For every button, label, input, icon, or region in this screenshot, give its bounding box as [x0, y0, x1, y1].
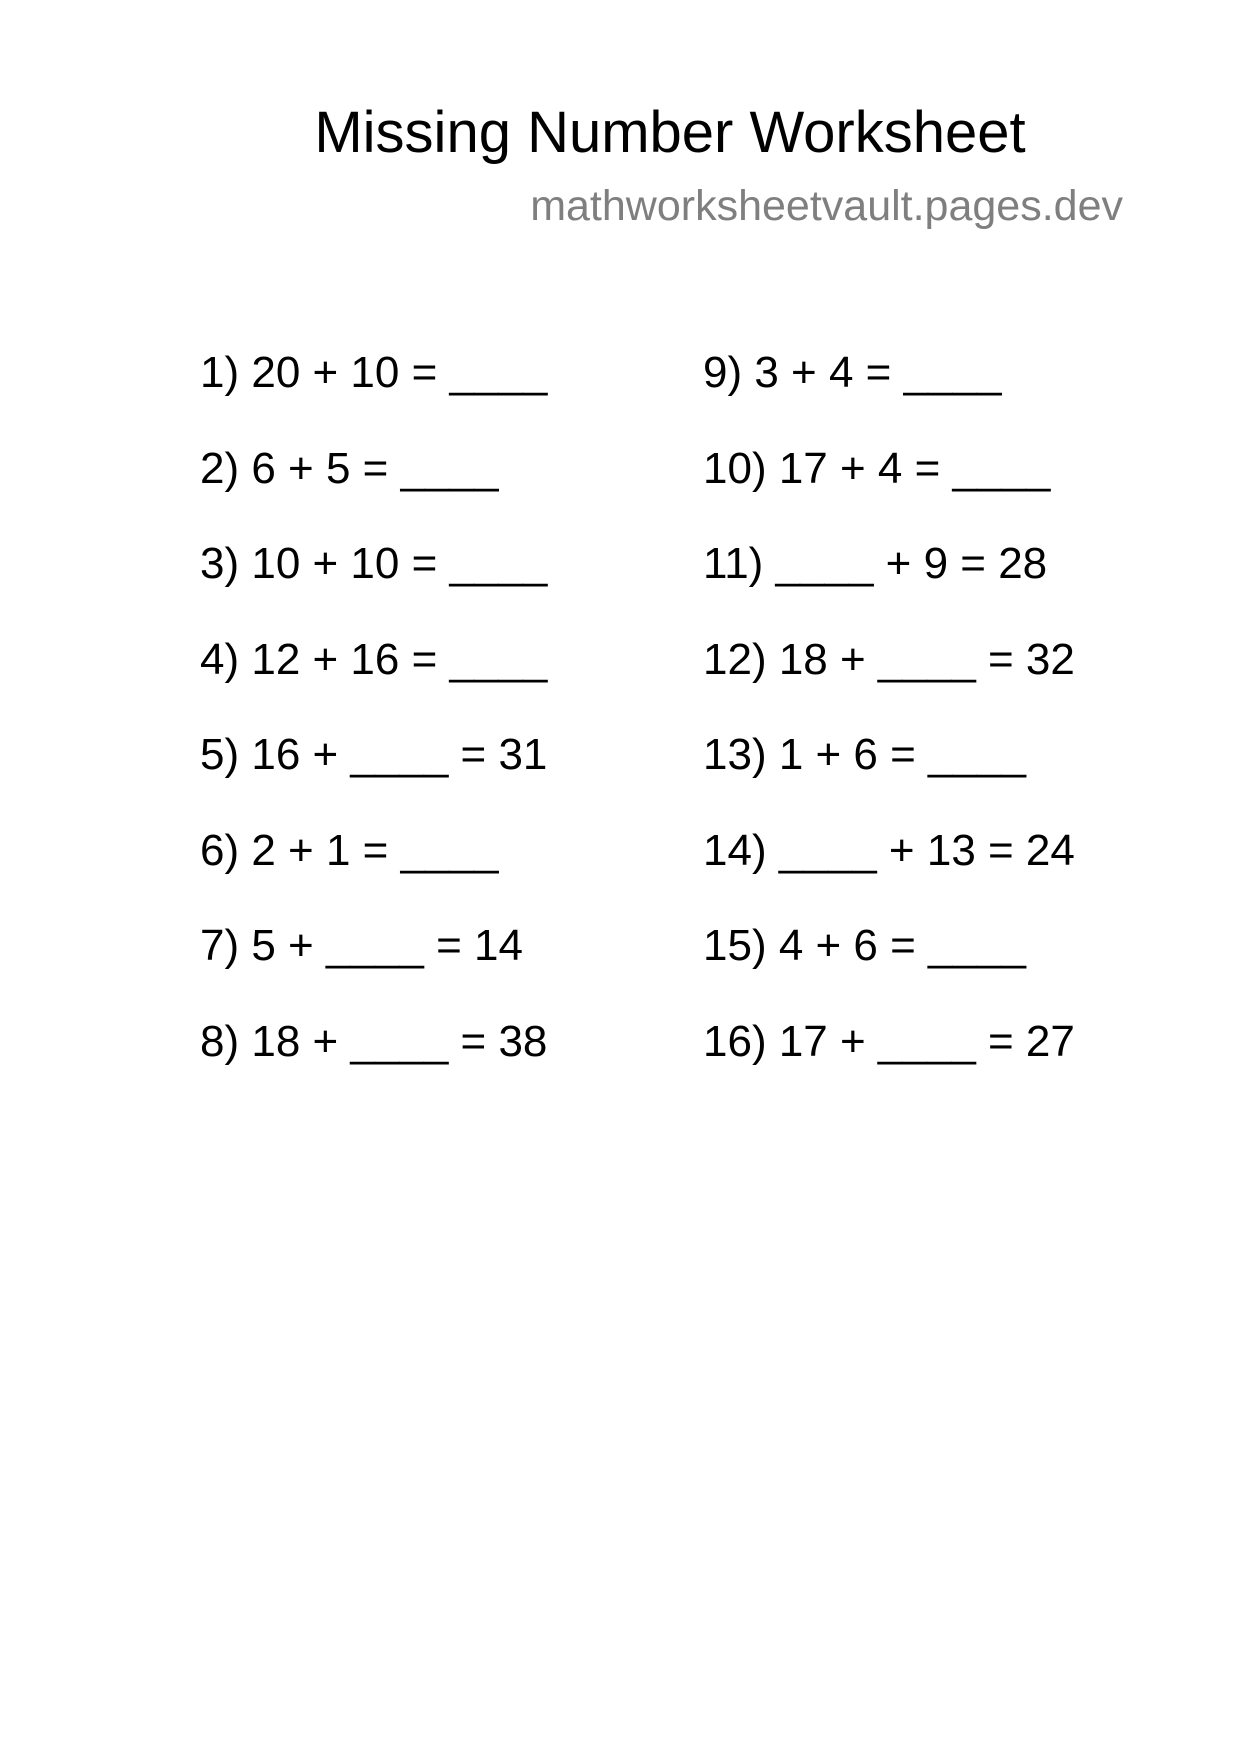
source-url: mathworksheetvault.pages.dev [530, 182, 1123, 230]
problem-15: 15) 4 + 6 = ____ [703, 921, 1026, 970]
problem-column-left [200, 347, 547, 1111]
problem-13: 13) 1 + 6 = ____ [703, 730, 1026, 779]
problem-12: 12) 18 + ____ = 32 [703, 634, 1075, 684]
problem-3: 3) 10 + 10 = ____ [200, 539, 548, 588]
problem-4: 4) 12 + 16 = ____ [200, 634, 548, 684]
problem-11: 11) ____ + 9 = 28 [703, 539, 1048, 588]
problem-10: 10) 17 + 4 = ____ [703, 443, 1051, 493]
problem-8: 8) 18 + ____ = 38 [200, 1016, 548, 1066]
worksheet-title: Missing Number Worksheet [314, 100, 1026, 165]
problem-9: 9) 3 + 4 = ____ [703, 348, 1002, 397]
problem-2: 2) 6 + 5 = ____ [200, 443, 499, 493]
problem-5: 5) 16 + ____ = 31 [200, 730, 548, 779]
problem-16: 16) 17 + ____ = 27 [703, 1016, 1075, 1066]
problem-6: 6) 2 + 1 = ____ [200, 825, 499, 875]
problem-column-right [703, 347, 1075, 1111]
problem-1: 1) 20 + 10 = ____ [200, 348, 548, 397]
problem-7: 7) 5 + ____ = 14 [200, 921, 523, 970]
problem-14: 14) ____ + 13 = 24 [703, 825, 1075, 875]
